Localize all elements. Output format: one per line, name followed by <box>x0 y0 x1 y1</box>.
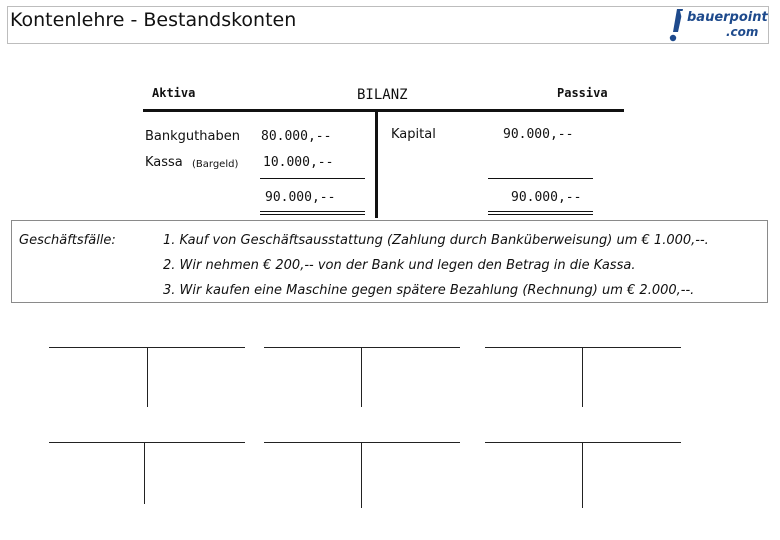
t-account-divider <box>147 347 148 407</box>
t-account-divider <box>582 442 583 508</box>
page-title: Kontenlehre - Bestandskonten <box>10 9 297 31</box>
aktiva-row-note: (Bargeld) <box>192 159 239 170</box>
passiva-double-line-top <box>488 211 593 212</box>
aktiva-row-value: 10.000,-- <box>263 155 334 170</box>
aktiva-row-value: 80.000,-- <box>261 129 332 144</box>
t-account-top-line <box>485 442 681 443</box>
t-account-divider <box>361 442 362 508</box>
t-account-divider <box>361 347 362 407</box>
aktiva-total: 90.000,-- <box>265 190 336 205</box>
t-account-top-line <box>485 347 681 348</box>
passiva-label: Passiva <box>557 86 608 100</box>
bilanz-vertical-line <box>375 110 378 218</box>
business-case-item: 2. Wir nehmen € 200,-- von der Bank und legen den Betrag in die Kassa. <box>163 258 636 273</box>
passiva-row-value: 90.000,-- <box>503 127 574 142</box>
business-cases-label: Geschäftsfälle: <box>19 233 116 248</box>
aktiva-double-line-bottom <box>260 214 365 215</box>
t-account-divider <box>582 347 583 407</box>
aktiva-row-label: Bankguthaben <box>145 129 240 144</box>
bauerpoint-logo <box>668 8 768 42</box>
t-account-top-line <box>264 347 460 348</box>
logo-domain-text: .com <box>726 25 759 39</box>
aktiva-label: Aktiva <box>152 86 196 100</box>
t-account-divider <box>144 442 145 504</box>
t-account-top-line <box>264 442 460 443</box>
logo-text: bauerpoint <box>687 10 768 25</box>
bilanz-horizontal-line <box>143 109 624 112</box>
passiva-sum-line <box>488 178 593 179</box>
aktiva-sum-line <box>260 178 365 179</box>
bilanz-title: BILANZ <box>357 87 408 103</box>
passiva-total: 90.000,-- <box>511 190 582 205</box>
logo-mark-icon <box>668 8 686 42</box>
aktiva-row-label: Kassa <box>145 155 183 170</box>
t-account-top-line <box>49 442 245 443</box>
business-case-item: 3. Wir kaufen eine Maschine gegen spätere Bezahlung (Rechnung) um € 2.000,--. <box>163 283 695 298</box>
passiva-row-label: Kapital <box>391 127 436 142</box>
passiva-double-line-bottom <box>488 214 593 215</box>
aktiva-double-line-top <box>260 211 365 212</box>
business-case-item: 1. Kauf von Geschäftsausstattung (Zahlung durch Banküberweisung) um € 1.000,--. <box>163 233 709 248</box>
